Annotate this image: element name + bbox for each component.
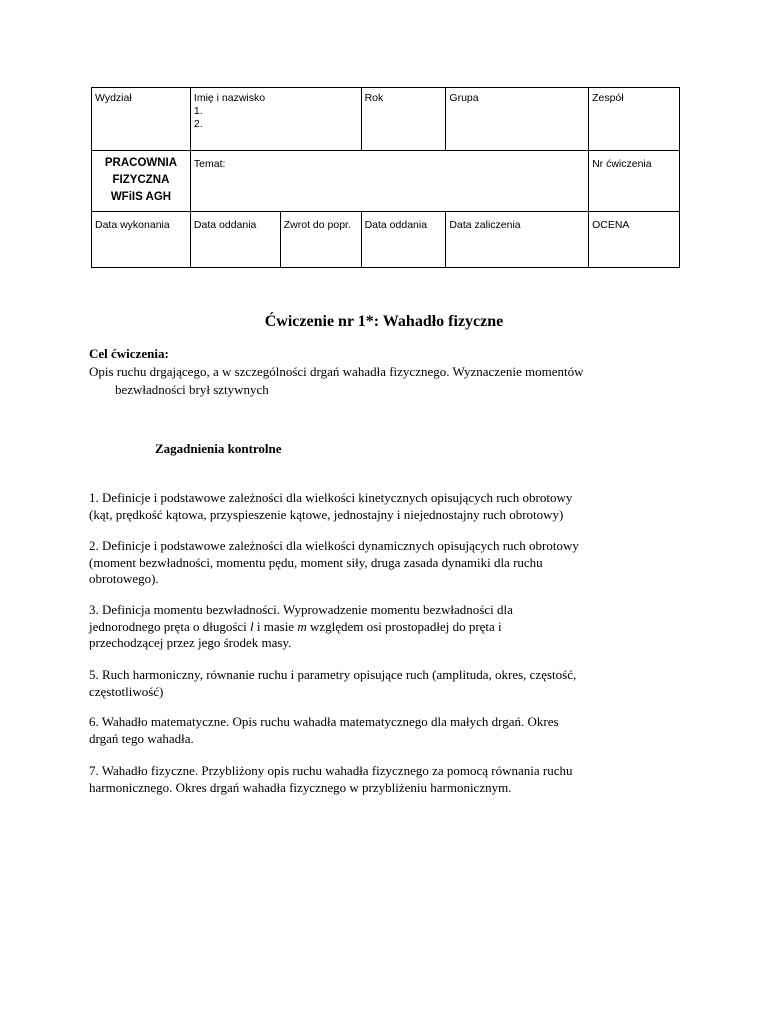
question-5 (89, 667, 669, 700)
label-ocena: OCENA (592, 219, 630, 231)
header-row-2 (92, 151, 680, 212)
label-data-zaliczenia: Data zaliczenia (449, 219, 521, 231)
question-1-line-1: 1. Definicje i podstawowe zależności dla wielkości kinetycznych opisujących ruch obrotowy (89, 490, 573, 505)
question-3-line-3: przechodzącej przez jego środek masy. (89, 635, 292, 650)
label-zespol: Zespół (592, 92, 624, 104)
cell-wydzial (92, 88, 191, 151)
question-6 (89, 714, 669, 747)
pracownia-line-3: WFiIS AGH (110, 191, 172, 203)
question-3-line-2a: jednorodnego pręta o długości (89, 618, 251, 634)
question-3-line-2c: względem osi prostopadłej do pręta i (306, 618, 502, 634)
label-zwrot: Zwrot do popr. (283, 219, 351, 231)
label-temat: Temat: (193, 158, 226, 170)
header-row-1 (92, 88, 680, 151)
cell-zespol (589, 88, 680, 151)
exercise-title: Ćwiczenie nr 1*: Wahadło fizyczne (264, 313, 504, 330)
cell-data-oddania-1 (190, 212, 280, 268)
question-7-line-1: 7. Wahadło fizyczne. Przybliżony opis ruchu wahadła fizycznego za pomocą równania ruchu (89, 763, 573, 778)
label-rok: Rok (364, 92, 384, 104)
cell-nr-cwiczenia (589, 151, 680, 212)
label-person-2: 2. (193, 118, 203, 130)
question-7-line-2: harmonicznego. Okres drgań wahadła fizycznego w przybliżeniu harmonicznym. (89, 779, 512, 795)
cell-data-zaliczenia (446, 212, 589, 268)
control-questions-heading: Zagadnienia kontrolne (155, 441, 282, 456)
question-2 (89, 538, 669, 588)
goal-line-2: bezwładności brył sztywnych (115, 382, 269, 397)
goal-heading: Cel ćwiczenia: (89, 346, 169, 361)
header-form-table (91, 87, 680, 268)
question-5-line-1: 5. Ruch harmoniczny, równanie ruchu i parametry opisujące ruch (amplituda, okres, częstość, (89, 667, 577, 682)
question-3-line-1: 3. Definicja momentu bezwładności. Wyprowadzenie momentu bezwładności dla (89, 602, 513, 617)
cell-ocena (589, 212, 680, 268)
cell-temat (190, 151, 588, 212)
label-data-wykonania: Data wykonania (95, 219, 170, 231)
label-data-oddania-1: Data oddania (193, 219, 257, 231)
question-7 (89, 763, 669, 796)
pracownia-line-2: FIZYCZNA (112, 174, 170, 186)
cell-zwrot (280, 212, 361, 268)
question-5-line-2: częstotliwość) (89, 683, 164, 699)
label-person-1: 1. (193, 105, 203, 117)
question-1 (89, 490, 669, 523)
symbol-mass-m: m (297, 618, 307, 634)
cell-pracownia (92, 151, 191, 212)
goal-text (89, 363, 677, 399)
question-2-line-3: obrotowego). (89, 571, 159, 586)
label-grupa: Grupa (449, 92, 479, 104)
pracownia-line-1: PRACOWNIA (104, 157, 178, 169)
cell-data-oddania-2 (361, 212, 446, 268)
symbol-length-l: l (250, 618, 254, 634)
cell-rok (361, 88, 446, 151)
question-3-line-2 (89, 619, 669, 636)
question-3 (89, 602, 669, 652)
label-imie-nazwisko: Imię i nazwisko (193, 92, 266, 104)
question-1-line-2: (kąt, prędkość kątowa, przyspieszenie kątowe, jednostajny i niejednostajny ruch obrotowy) (89, 506, 564, 522)
question-2-line-2: (moment bezwładności, momentu pędu, moment siły, druga zasada dynamiki dla ruchu (89, 554, 543, 570)
question-6-line-1: 6. Wahadło matematyczne. Opis ruchu wahadła matematycznego dla małych drgań. Okres (89, 714, 559, 729)
cell-imie-nazwisko (190, 88, 361, 151)
header-row-3 (92, 212, 680, 268)
label-data-oddania-2: Data oddania (364, 219, 428, 231)
label-nr-cwiczenia: Nr ćwiczenia (592, 158, 652, 170)
cell-grupa (446, 88, 589, 151)
cell-data-wykonania (92, 212, 191, 268)
question-2-line-1: 2. Definicje i podstawowe zależności dla wielkości dynamicznych opisujących ruch obrotowy (89, 538, 579, 553)
question-6-line-2: drgań tego wahadła. (89, 730, 194, 746)
goal-line-1: Opis ruchu drgającego, a w szczególności drgań wahadła fizycznego. Wyznaczenie momentów (89, 364, 584, 379)
label-wydzial: Wydział (95, 92, 132, 104)
question-3-line-2b: i masie (253, 618, 298, 634)
